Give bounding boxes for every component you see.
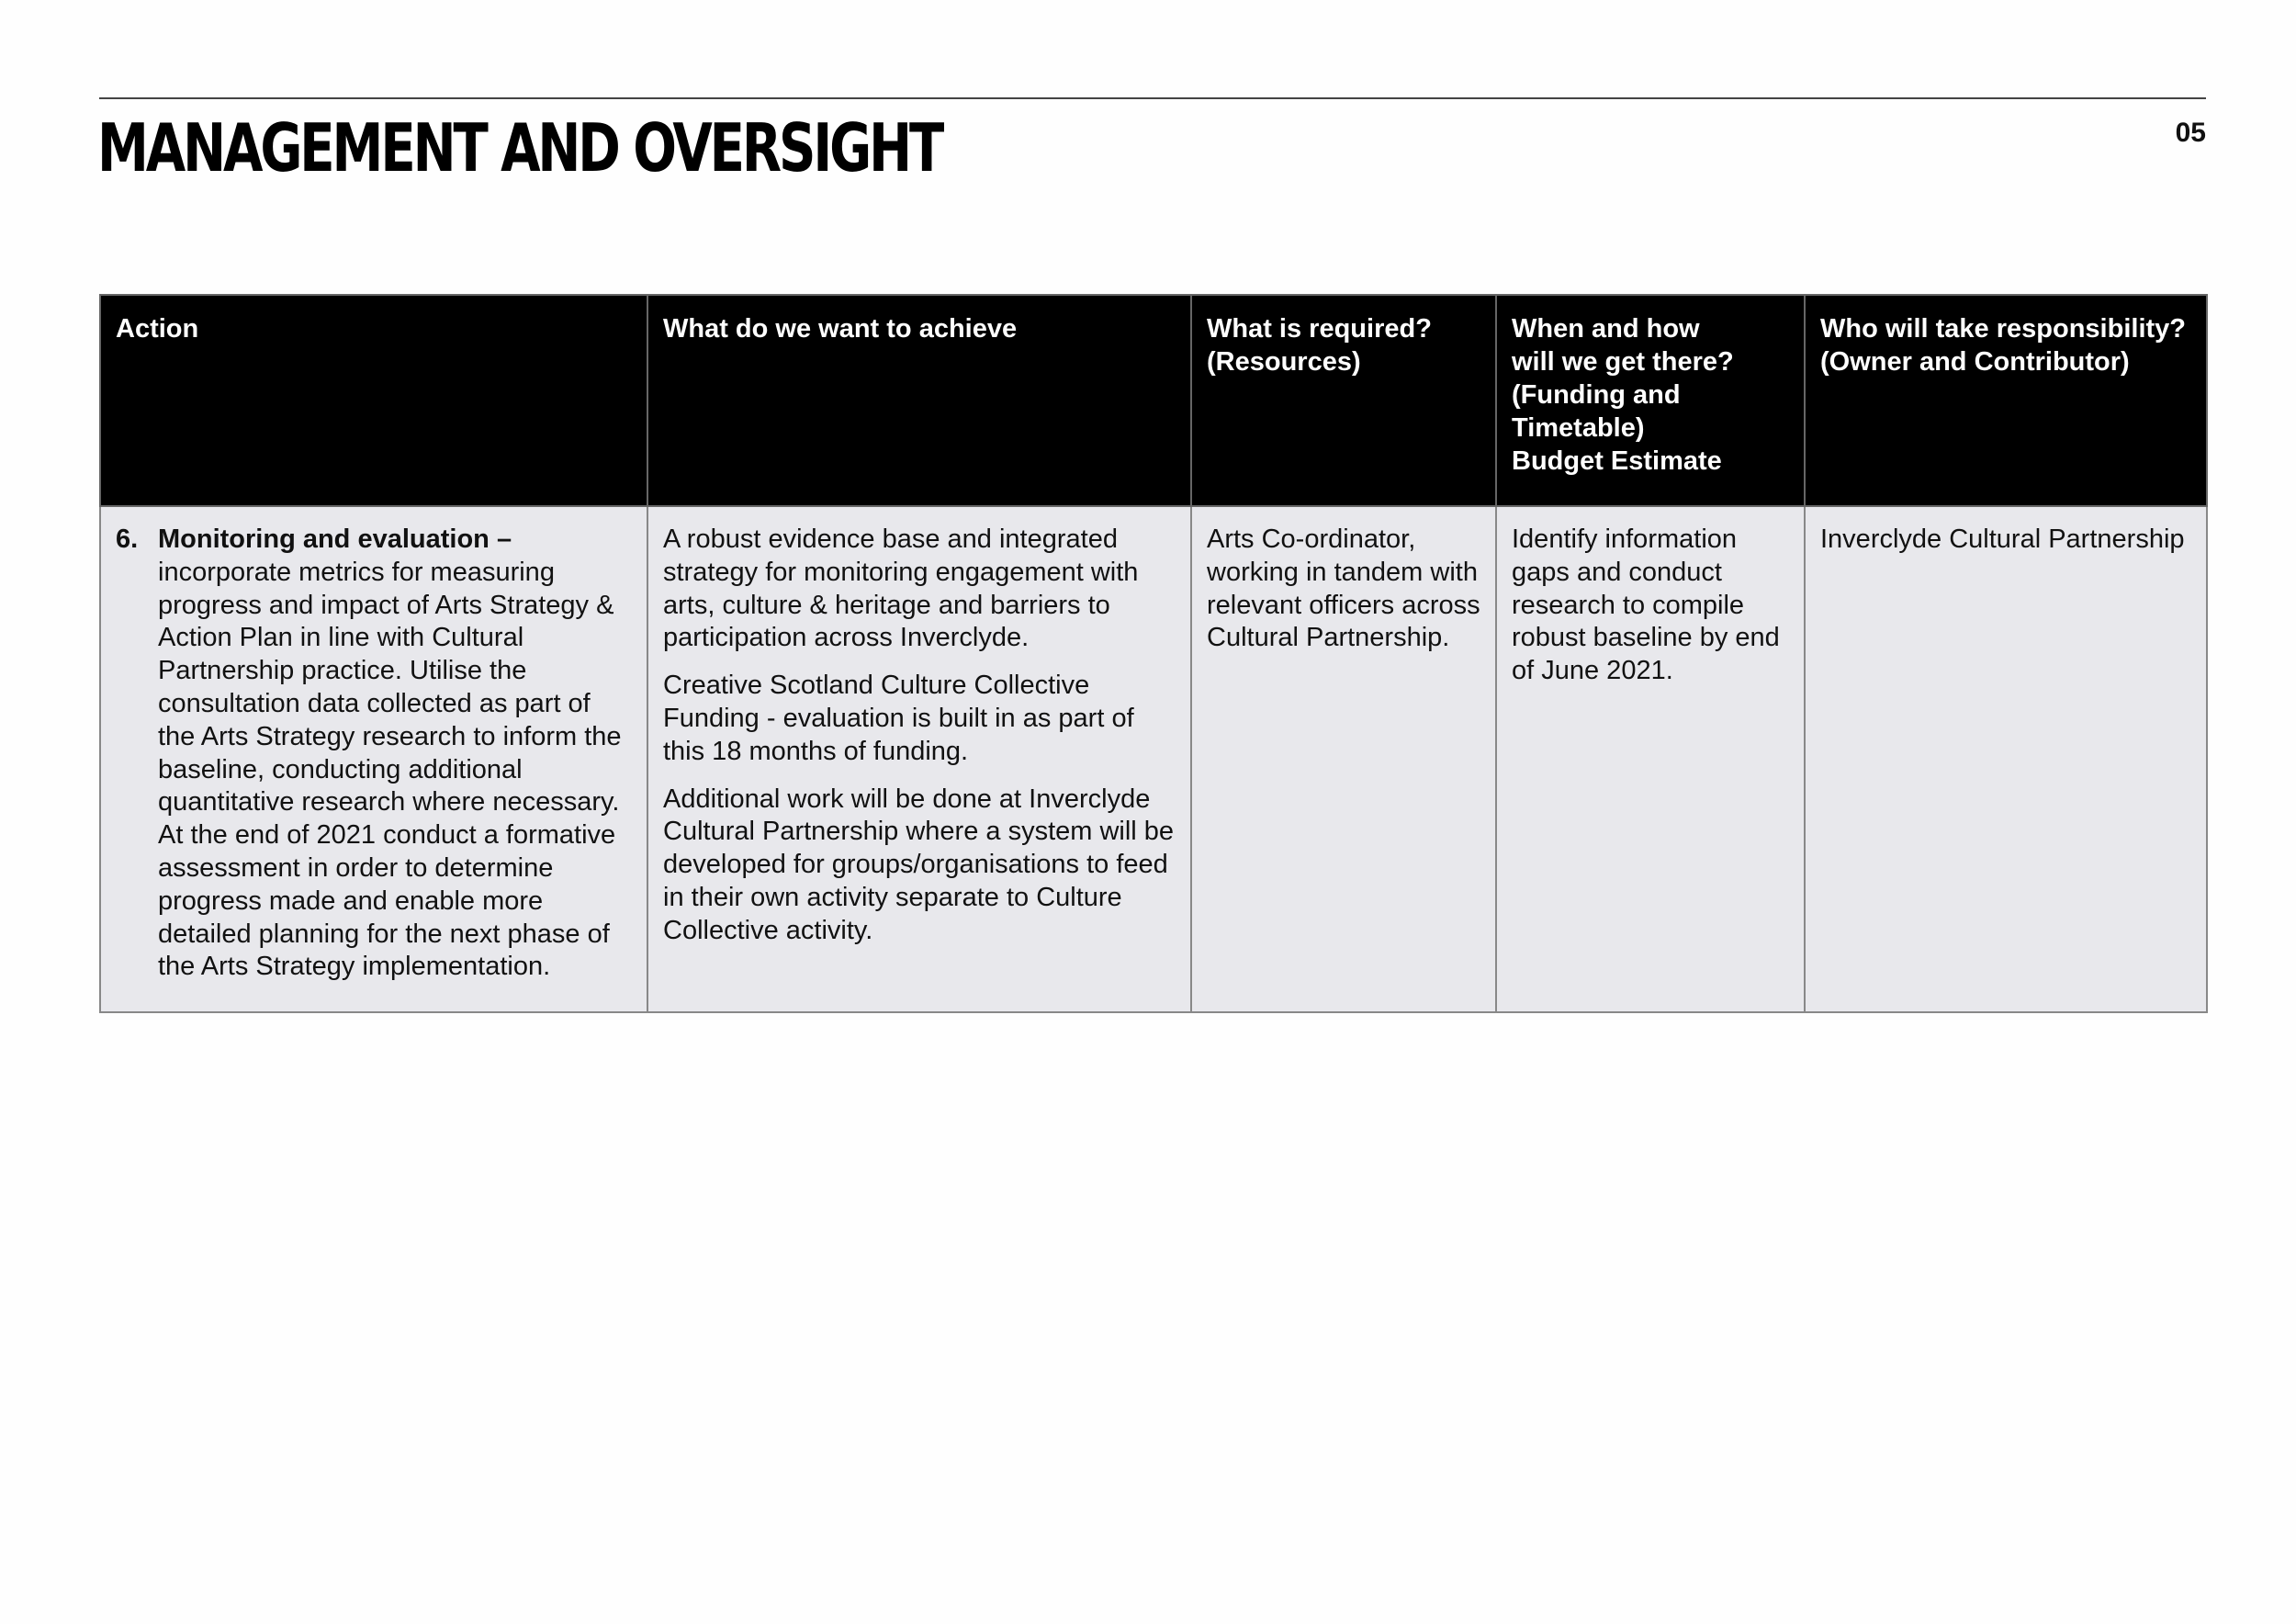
action-heading: Monitoring and evaluation – (158, 524, 512, 554)
header-row (100, 295, 2207, 506)
action-plan-table (99, 294, 2208, 1013)
cell-owner (1805, 506, 2207, 1012)
cell-action (100, 506, 647, 1012)
page-number: 05 (2175, 118, 2206, 148)
header-line: (Resources) (1207, 347, 1361, 377)
top-rule (99, 97, 2206, 99)
header-line: What is required? (1207, 314, 1432, 344)
owner-text: Inverclyde Cultural Partnership (1820, 524, 2185, 554)
table-header (100, 295, 2207, 506)
header-resources (1191, 295, 1496, 506)
resources-text: Arts Co-ordinator, working in tandem with relevant officers across Cultural Partnership. (1207, 524, 1480, 653)
cell-achieve (647, 506, 1191, 1012)
action-body (158, 524, 632, 984)
header-line: Budget Estimate (1512, 446, 1722, 476)
timetable-text: Identify information gaps and conduct research to compile robust baseline by end of June 2021. (1512, 524, 1780, 686)
header-line: Timetable) (1512, 413, 1645, 443)
cell-timetable (1496, 506, 1805, 1012)
page-title: MANAGEMENT AND OVERSIGHT (97, 109, 942, 186)
header-line: will we get there? (1512, 347, 1734, 377)
table-row (100, 506, 2207, 1012)
header-line: Who will take responsibility? (1820, 314, 2186, 344)
achieve-paragraph: A robust evidence base and integrated strategy for monitoring engagement with arts, culture & heritage and barriers to participation across Inverclyde. (663, 524, 1139, 653)
header-line: (Owner and Contributor) (1820, 347, 2130, 377)
header-owner (1805, 295, 2207, 506)
action-item (116, 524, 632, 984)
action-number: 6. (116, 524, 139, 554)
header-line: When and how (1512, 314, 1700, 344)
achieve-paragraph: Creative Scotland Culture Collective Funding - evaluation is built in as part of this 18 months of funding. (663, 671, 1134, 766)
table-body (100, 506, 2207, 1012)
header-line: What do we want to achieve (663, 314, 1018, 344)
action-text: incorporate metrics for measuring progress and impact of Arts Strategy & Action Plan in line with Cultural Partnership practice. Utilise the consultation data collected as part of the Arts Strategy research to inform the baseline, conducting additional quantitative research where necessary. At the end of 2021 conduct a formative assessment in order to determine progress made and enable more detailed planning for the next phase of the Arts Strategy implementation. (158, 557, 622, 982)
header-action (100, 295, 647, 506)
header-timetable (1496, 295, 1805, 506)
header-line: (Funding and (1512, 380, 1681, 410)
achieve-paragraph: Additional work will be done at Inverclyde Cultural Partnership where a system will be developed for groups/organisations to feed in their own activity separate to Culture Collective activity. (663, 784, 1175, 945)
header-line: Action (116, 314, 199, 344)
cell-resources (1191, 506, 1496, 1012)
header-achieve (647, 295, 1191, 506)
